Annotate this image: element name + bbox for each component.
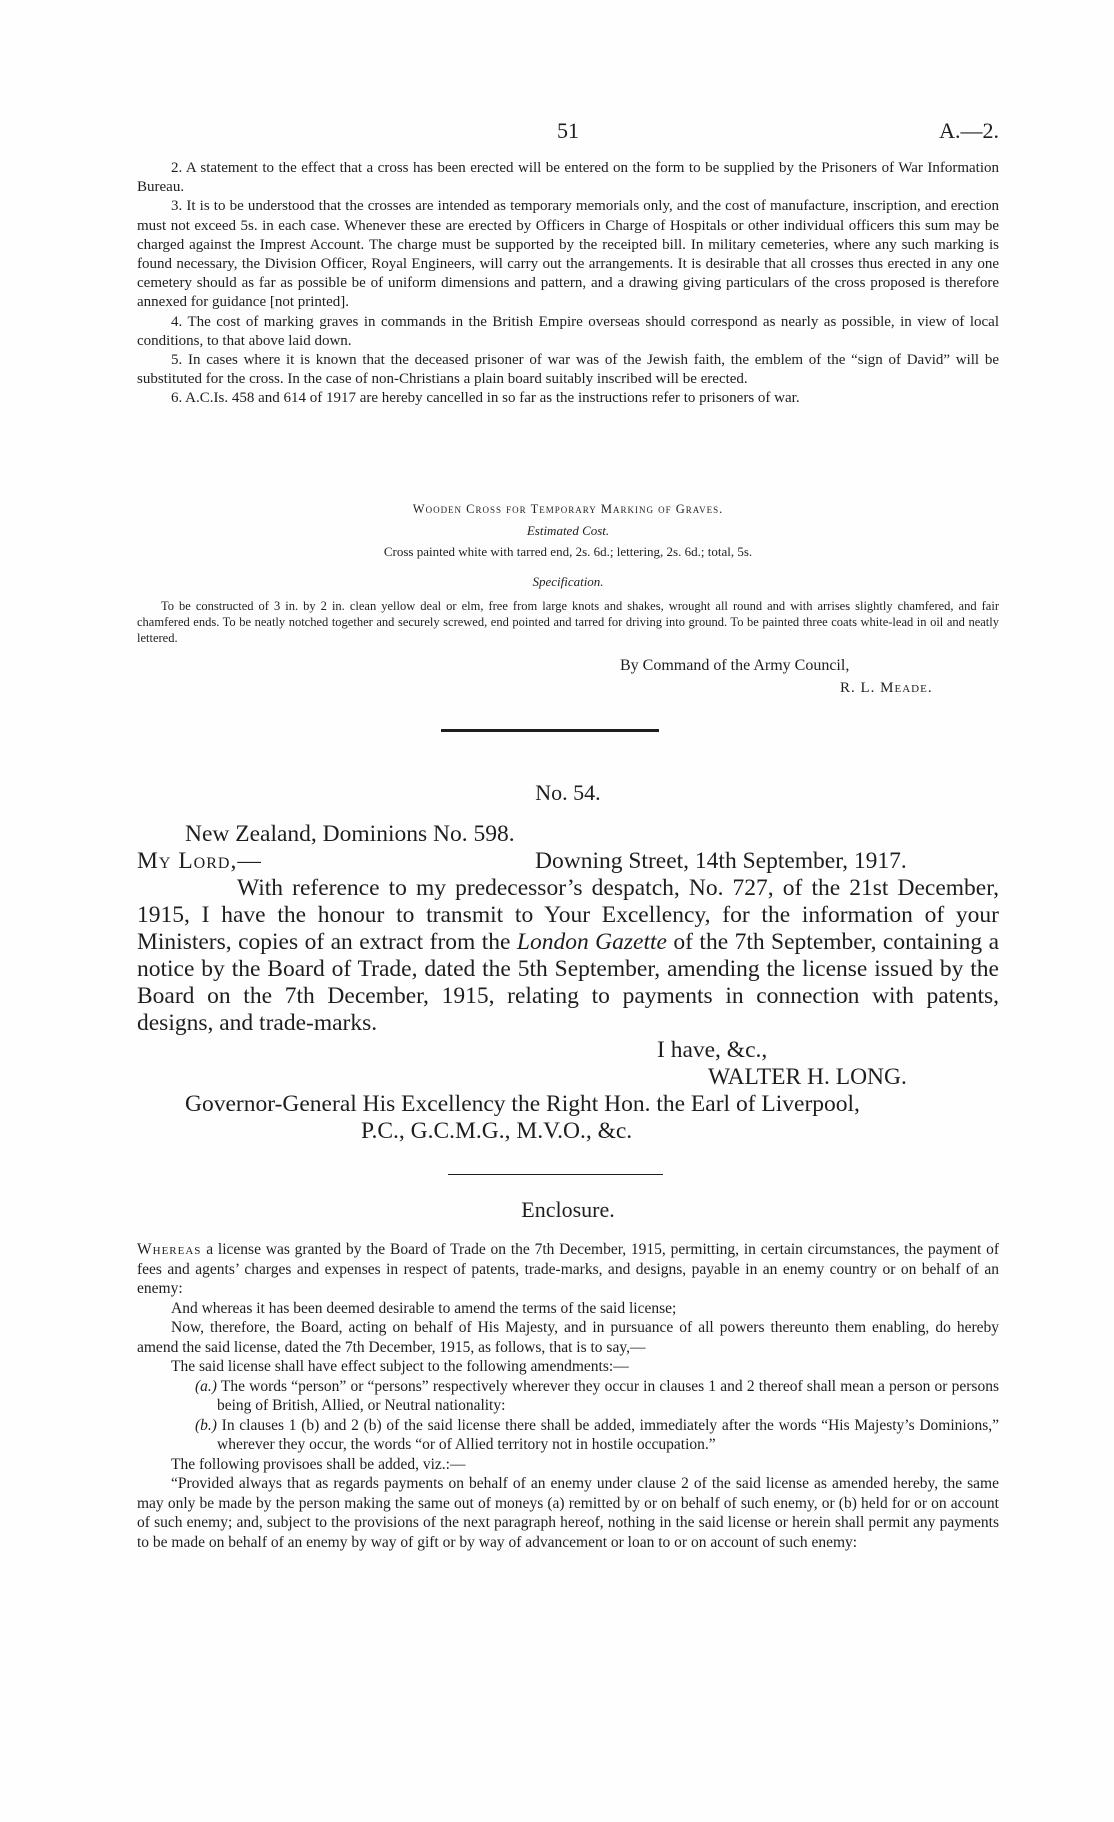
enclosure-para-3: Now, therefore, the Board, acting on behalf of His Majesty, and in pursuance of all powers thereunto them enabling, do hereby amend the said license, dated the 7th December, 1915, as follows, that is to say,— bbox=[137, 1319, 999, 1356]
estimated-cost-text: Cross painted white with tarred end, 2s. 6d.; lettering, 2s. 6d.; total, 5s. bbox=[383, 544, 753, 559]
enclosure-para-1 bbox=[137, 1240, 999, 1299]
salutation: My Lord,— bbox=[137, 848, 262, 874]
despatch-number: No. 54. bbox=[535, 780, 601, 805]
enclosure-para-4: The said license shall have effect subject to the following amendments:— bbox=[171, 1358, 629, 1375]
paragraph-5: 5. In cases where it is known that the deceased prisoner of war was of the Jewish faith, the emblem of the “sign of David” will be substituted for the cross. In the case of non-Christians a plain board suitably inscribed will be erected. bbox=[137, 352, 999, 388]
enclosure-heading: Enclosure. bbox=[521, 1197, 615, 1222]
clause-b-label: (b.) bbox=[195, 1416, 217, 1434]
enclosure-para-5: The following provisoes shall be added, viz.:— bbox=[171, 1455, 466, 1473]
addressee-line-2: P.C., G.C.M.G., M.V.O., &c. bbox=[361, 1118, 633, 1144]
despatch-signature: WALTER H. LONG. bbox=[708, 1064, 907, 1090]
place-date: Downing Street, 14th September, 1917. bbox=[535, 848, 907, 874]
signoff-line-1: By Command of the Army Council, bbox=[620, 657, 850, 674]
paragraph-3: 3. It is to be understood that the crosses are intended as temporary memorials only, and the cost of manufacture, inscription, and erection must not exceed 5s. in each case. Whenever these are erected by Officers in Charge of Hospitals or other individual officers this sum may be charged against the Imprest Account. The charge must be supported by the receipted bill. In military cemeteries, where any such marking is found necessary, the Division Officer, Royal Engineers, will carry out the arrangements. It is desirable that all crosses thus erected in any one cemetery should as far as possible be of uniform dimensions and pattern, and a drawing giving particulars of the cross proposed is therefore annexed for guidance [not printed]. bbox=[137, 198, 999, 311]
dominion-line: New Zealand, Dominions No. 598. bbox=[185, 821, 515, 847]
enclosure-para-1-text: a license was granted by the Board of Trade on the 7th December, 1915, permitting, in certain circumstances, the payment of fees and agents’ charges and expenses in respect of patents, trade-marks, and designs, payable in an enemy country or on behalf of an enemy: bbox=[137, 1241, 999, 1297]
document-reference: A.—2. bbox=[939, 118, 999, 143]
paragraph-2: 2. A statement to the effect that a cross has been erected will be entered on the form to be supplied by the Prisoners of War Information Bureau. bbox=[137, 160, 999, 196]
specification-body: To be constructed of 3 in. by 2 in. clean yellow deal or elm, free from large knots and shakes, wrought all round and with arrises slightly chamfered, and fair chamfered ends. To be neatly notched together and securely screwed, end pointed and tarred for driving into ground. To be painted three coats white-lead in oil and neatly lettered. bbox=[137, 599, 999, 645]
enclosure-body bbox=[137, 1240, 999, 1552]
despatch-body-start: With reference to my predecessor’s despatch, No. 727, of the 21st December, 1915, I have the honour to transmit to Your Excellency, for the information of your Ministers, copies of an extract from the bbox=[137, 875, 999, 955]
page-number: 51 bbox=[557, 118, 579, 143]
despatch-body bbox=[137, 875, 999, 1037]
whereas-lead: Whereas bbox=[137, 1241, 202, 1258]
enclosure-rule bbox=[448, 1174, 663, 1175]
specification-text bbox=[137, 598, 999, 646]
paragraph-6: 6. A.C.Is. 458 and 614 of 1917 are hereby cancelled in so far as the instructions refer to prisoners of war. bbox=[171, 390, 800, 407]
gazette-title: London Gazette bbox=[516, 929, 667, 955]
section-rule bbox=[441, 729, 659, 732]
clause-a bbox=[195, 1377, 999, 1416]
clause-a-label: (a.) bbox=[195, 1377, 217, 1395]
enclosure-para-2: And whereas it has been deemed desirable to amend the terms of the said license; bbox=[171, 1299, 677, 1317]
enclosure-para-6: “Provided always that as regards payments on behalf of an enemy under clause 2 of the said license as amended hereby, the same may only be made by the person making the same out of moneys (a) remitted by or on behalf of such enemy, or (b) held for or on account of such enemy; and, subject to the provisions of the next paragraph hereof, nothing in the said license or herein shall permit any payments to be made on behalf of an enemy by way of gift or by way of advancement or loan to or on account of such enemy: bbox=[137, 1475, 999, 1551]
clause-b-text: In clauses 1 (b) and 2 (b) of the said license there shall be added, immediately after the words “His Majesty’s Dominions,” wherever they occur, the words “or of Allied territory not in hostile occupation.” bbox=[216, 1416, 999, 1453]
signoff-name: R. L. Meade. bbox=[840, 680, 933, 696]
closing: I have, &c., bbox=[657, 1037, 768, 1063]
cross-title: Wooden Cross for Temporary Marking of Graves. bbox=[412, 502, 724, 516]
instruction-paragraphs bbox=[137, 159, 999, 409]
clause-b bbox=[195, 1416, 999, 1455]
specification-heading: Specification. bbox=[532, 574, 604, 589]
despatch-paragraph bbox=[137, 875, 999, 1037]
addressee-line-1: Governor-General His Excellency the Right Hon. the Earl of Liverpool, bbox=[185, 1091, 860, 1117]
clause-a-text: The words “person” or “persons” respectively wherever they occur in clauses 1 and 2 thereof shall mean a person or persons being of British, Allied, or Neutral nationality: bbox=[216, 1377, 999, 1414]
despatch-body-end: of the 7th September, containing a notice by the Board of Trade, dated the 5th September, amending the license issued by the Board on the 7th December, 1915, relating to payments in connection with patents, designs, and trade-marks. bbox=[137, 929, 1000, 1036]
paragraph-4: 4. The cost of marking graves in commands in the British Empire overseas should correspond as nearly as possible, in view of local conditions, to that above laid down. bbox=[137, 313, 999, 349]
estimated-cost-heading: Estimated Cost. bbox=[526, 523, 610, 538]
